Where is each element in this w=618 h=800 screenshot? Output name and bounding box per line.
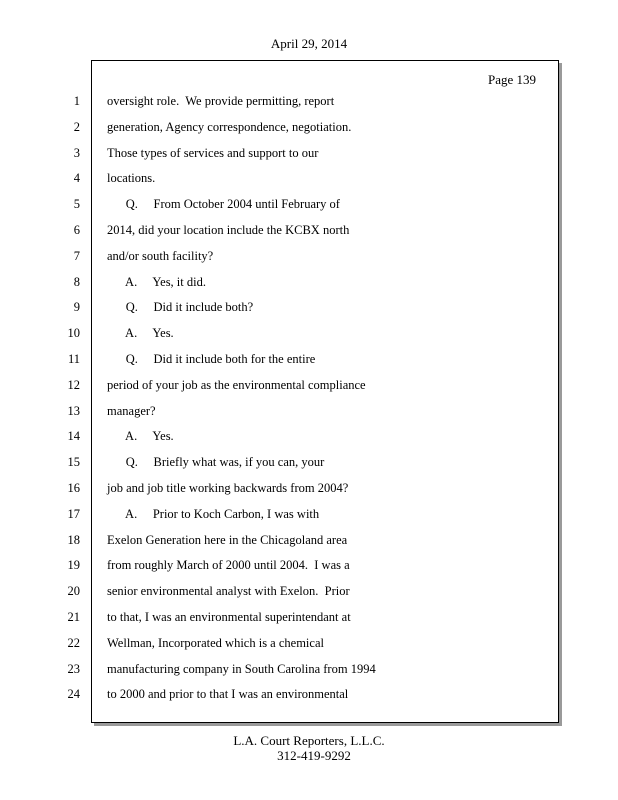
transcript-line: A. Yes. (107, 429, 174, 444)
transcript-line: generation, Agency correspondence, negotiation. (107, 119, 352, 134)
transcript-line: A. Prior to Koch Carbon, I was with (107, 506, 320, 521)
line-number: 10 (67, 326, 80, 341)
transcript-line: period of your job as the environmental compliance (107, 377, 366, 392)
transcript-line: and/or south facility? (107, 248, 214, 263)
transcript-line: Q. Did it include both? (107, 300, 254, 315)
transcript-line: Those types of services and support to our (107, 145, 319, 160)
court-reporter-phone: 312-419-9292 (277, 748, 351, 763)
transcript-line: from roughly March of 2000 until 2004. I was a (107, 558, 350, 573)
transcript-date: April 29, 2014 (270, 36, 348, 51)
line-number: 9 (73, 300, 80, 315)
court-reporter-name: L.A. Court Reporters, L.L.C. (233, 733, 385, 748)
transcript-line: to 2000 and prior to that I was an environmental (107, 687, 349, 702)
line-number: 23 (67, 661, 80, 676)
transcript-line: locations. (107, 171, 156, 186)
transcript-line: Q. Briefly what was, if you can, your (107, 455, 325, 470)
line-number: 5 (73, 197, 80, 212)
line-number: 19 (67, 558, 80, 573)
line-number: 1 (73, 94, 80, 108)
transcript-line: Q. Did it include both for the entire (107, 351, 316, 366)
line-number: 12 (67, 377, 80, 392)
transcript-line: manufacturing company in South Carolina from 1994 (107, 661, 376, 676)
line-number: 8 (73, 274, 80, 289)
line-number: 13 (67, 403, 80, 418)
line-number: 24 (67, 687, 80, 702)
line-number-column (0, 93, 80, 712)
transcript-line: oversight role. We provide permitting, report (107, 94, 335, 108)
transcript-line: Q. From October 2004 until February of (107, 197, 340, 212)
line-number: 17 (67, 506, 80, 521)
transcript-line: A. Yes, it did. (107, 274, 206, 289)
page-footer (0, 733, 618, 763)
line-number: 6 (73, 222, 80, 237)
line-number: 22 (67, 635, 80, 650)
transcript-line: 2014, did your location include the KCBX north (107, 222, 350, 237)
line-number: 18 (67, 532, 80, 547)
transcript-line: senior environmental analyst with Exelon. Prior (107, 584, 350, 599)
transcript-text (107, 93, 547, 712)
line-number: 20 (67, 584, 80, 599)
transcript-line: A. Yes. (107, 326, 174, 341)
transcript-line: Wellman, Incorporated which is a chemical (107, 635, 324, 650)
line-number: 14 (67, 429, 80, 444)
transcript-line: manager? (107, 403, 156, 418)
line-number: 11 (67, 351, 80, 366)
transcript-line: Exelon Generation here in the Chicagoland area (107, 532, 348, 547)
line-number: 2 (73, 119, 80, 134)
line-number: 16 (67, 480, 80, 495)
line-number: 3 (73, 145, 80, 160)
line-number: 15 (67, 455, 80, 470)
line-number: 4 (73, 171, 80, 186)
transcript-line: job and job title working backwards from 2004? (107, 480, 349, 495)
page-number: Page 139 (487, 72, 536, 87)
line-number: 7 (73, 248, 80, 263)
transcript-line: to that, I was an environmental superintendant at (107, 609, 351, 624)
line-number: 21 (67, 609, 80, 624)
